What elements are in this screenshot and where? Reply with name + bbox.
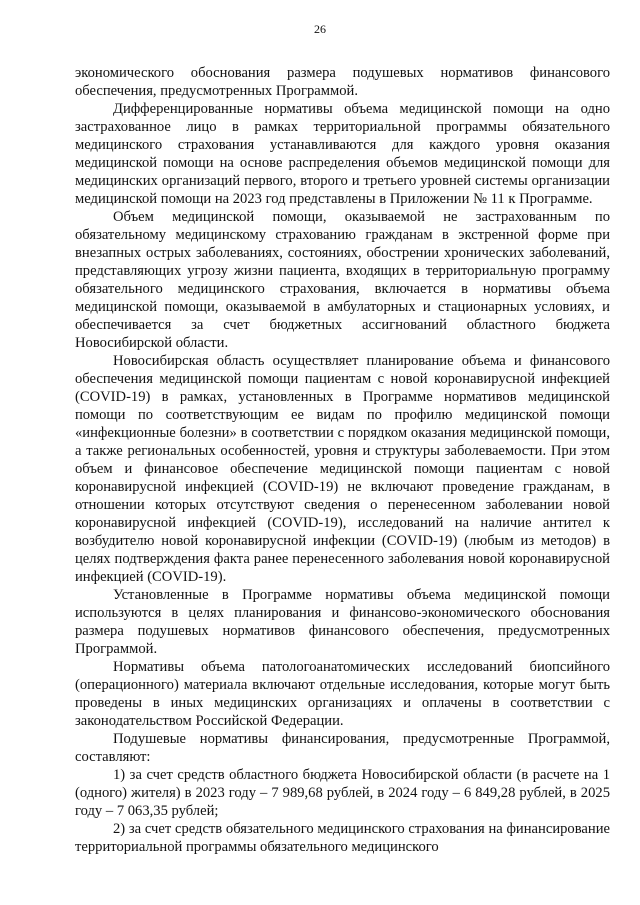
paragraph: экономического обоснования размера подушевых нормативов финансового обеспечения, предусмотренных Программой.	[75, 65, 610, 99]
document-body	[75, 64, 610, 856]
paragraph: Установленные в Программе нормативы объема медицинской помощи используются в целях планирования и финансово-экономического обоснования размера подушевых нормативов финансового обеспечения, предусмотренных Программой.	[75, 587, 610, 657]
paragraph: Подушевые нормативы финансирования, предусмотренные Программой, составляют:	[75, 731, 610, 765]
paragraph: Нормативы объема патологоанатомических исследований биопсийного (операционного) материала включают отдельные исследования, которые могут быть проведены в иных медицинских организациях и оплачены в соответствии с законодательством Российской Федерации.	[75, 659, 610, 729]
paragraph: Объем медицинской помощи, оказываемой не застрахованным по обязательному медицинскому страхованию гражданам в экстренной форме при внезапных острых заболеваниях, состояниях, обострении хронических заболеваний, представляющих угрозу жизни пациента, входящих в территориальную программу обязательного медицинского страхования, включается в нормативы объема медицинской помощи, оказываемой в амбулаторных и стационарных условиях, и обеспечивается за счет бюджетных ассигнований областного бюджета Новосибирской области.	[75, 209, 610, 351]
page-number: 26	[314, 22, 326, 36]
paragraph: Дифференцированные нормативы объема медицинской помощи на одно застрахованное лицо в рамках территориальной программы обязательного медицинского страхования устанавливаются для каждого уровня оказания медицинской помощи на основе распределения объемов медицинской помощи для медицинских организаций первого, второго и третьего уровней системы организации медицинской помощи на 2023 год представлены в Приложении № 11 к Программе.	[75, 101, 610, 207]
list-item: 1) за счет средств областного бюджета Новосибирской области (в расчете на 1 (одного) жителя) в 2023 году – 7 989,68 рублей, в 2024 году – 6 849,28 рублей, в 2025 году – 7 063,35 рублей;	[75, 767, 610, 819]
list-item: 2) за счет средств обязательного медицинского страхования на финансирование территориальной программы обязательного медицинского	[75, 821, 610, 855]
paragraph: Новосибирская область осуществляет планирование объема и финансового обеспечения медицинской помощи пациентам с новой коронавирусной инфекцией (COVID-19) в рамках, установленных в Программе нормативов медицинской помощи по соответствующим ее видам по профилю медицинской помощи «инфекционные болезни» в соответствии с порядком оказания медицинской помощи, а также региональных особенностей, уровня и структуры заболеваемости. При этом объем и финансовое обеспечение медицинской помощи пациентам с новой коронавирусной инфекцией (COVID-19) не включают проведение гражданам, в отношении которых отсутствуют сведения о перенесенном заболевании новой коронавирусной инфекцией (COVID-19), исследований на наличие антител к возбудителю новой коронавирусной инфекции (COVID-19) (любым из методов) в целях подтверждения факта ранее перенесенного заболевания новой коронавирусной инфекцией (COVID-19).	[75, 353, 610, 585]
